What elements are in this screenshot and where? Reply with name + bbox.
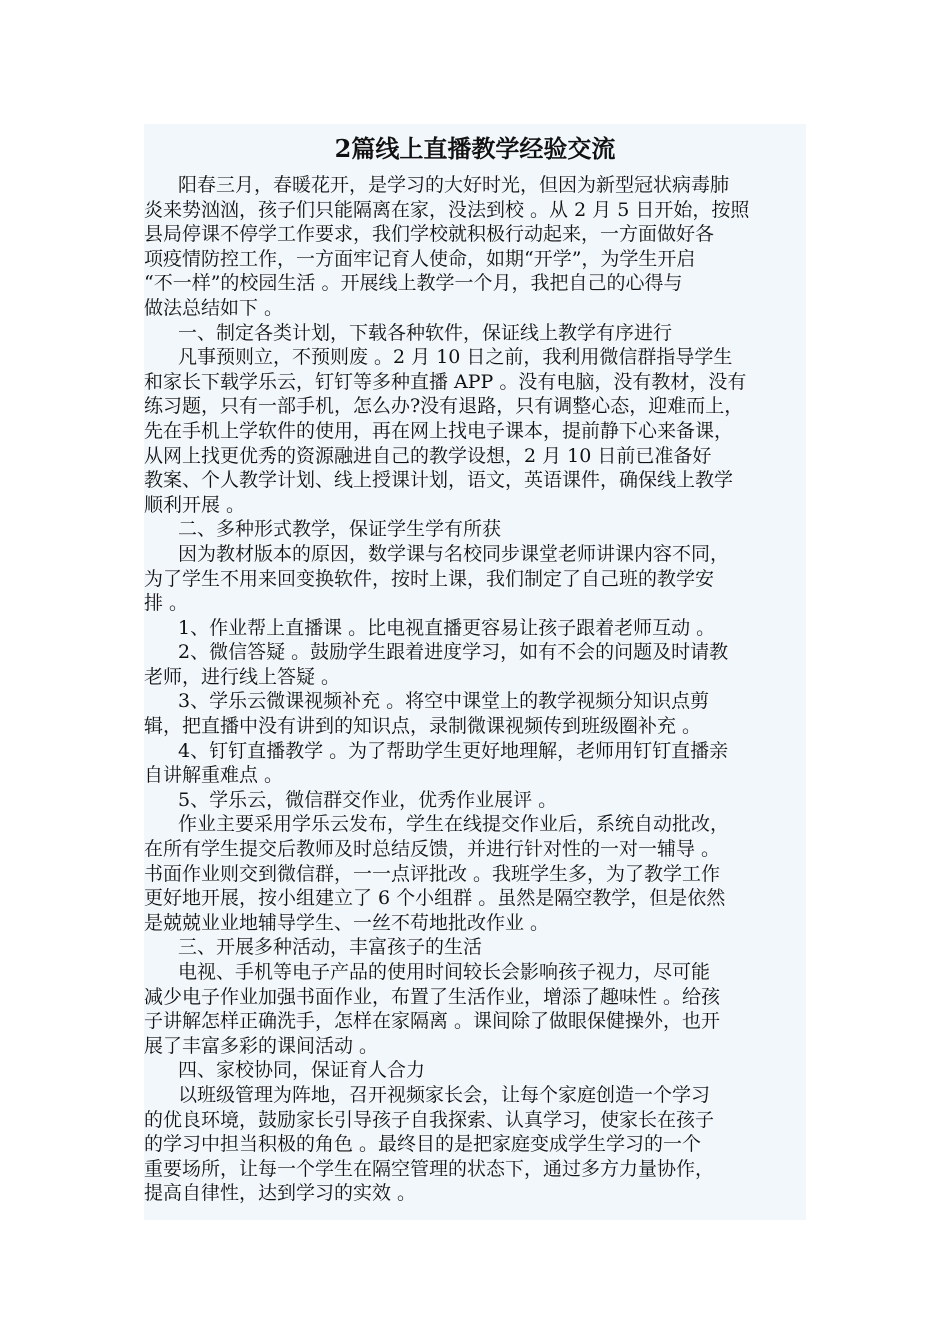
text-line: 练习题，只有一部手机，怎么办?没有退路，只有调整心态，迎难而上， bbox=[144, 395, 744, 418]
text-line: 1、作业帮上直播课 。比电视直播更容易让孩子跟着老师互动 。 bbox=[178, 616, 716, 639]
text-line: 2、微信答疑 。鼓励学生跟着进度学习，如有不会的问题及时请教 bbox=[178, 641, 729, 664]
text-line: 5、学乐云，微信群交作业，优秀作业展评 。 bbox=[178, 788, 558, 811]
text-line: 和家长下载学乐云，钉钉等多种直播 APP 。没有电脑，没有教材，没有 bbox=[144, 370, 747, 393]
text-line: 书面作业则交到微信群，一一点评批改 。我班学生多，为了教学工作 bbox=[144, 862, 721, 885]
text-line: 是兢兢业业地辅导学生、一丝不苟地批改作业 。 bbox=[144, 911, 550, 934]
text-line: 电视、手机等电子产品的使用时间较长会影响孩子视力，尽可能 bbox=[178, 961, 711, 983]
text-line: 因为教材版本的原因，数学课与名校同步课堂老师讲课内容不同， bbox=[178, 542, 730, 565]
text-line: 阳春三月，春暖花开，是学习的大好时光，但因为新型冠状病毒肺 bbox=[178, 174, 730, 196]
text-line: 为了学生不用来回变换软件，按时上课，我们制定了自己班的教学安 bbox=[144, 567, 715, 590]
text-line: 自讲解重难点 。 bbox=[144, 764, 284, 787]
text-line: 展了丰富多彩的课间活动 。 bbox=[144, 1034, 379, 1057]
document-body bbox=[144, 173, 806, 1206]
text-line: 教案、个人教学计划、线上授课计划，语文，英语课件，确保线上教学 bbox=[144, 469, 734, 492]
text-line: 减少电子作业加强书面作业，布置了生活作业，增添了趣味性 。给孩 bbox=[144, 985, 721, 1008]
text-line: 先在手机上学软件的使用，再在网上找电子课本，提前静下心来备课， bbox=[144, 419, 734, 442]
document-page bbox=[144, 124, 806, 1220]
text-line: 县局停课不停学工作要求，我们学校就积极行动起来，一方面做好各 bbox=[144, 223, 715, 246]
text-line: 在所有学生提交后教师及时总结反馈，并进行针对性的一对一辅导 。 bbox=[144, 838, 721, 861]
text-line: 二、多种形式教学，保证学生学有所获 bbox=[178, 518, 502, 541]
text-line: 以班级管理为阵地，召开视频家长会，让每个家庭创造一个学习 bbox=[178, 1083, 711, 1106]
text-line: 4、钉钉直播教学 。为了帮助学生更好地理解，老师用钉钉直播亲 bbox=[178, 739, 729, 762]
text-line: “不一样”的校园生活 。开展线上教学一个月，我把自己的心得与 bbox=[144, 272, 683, 295]
text-line: 四、家校协同，保证育人合力 bbox=[178, 1059, 426, 1082]
text-line: 3、学乐云微课视频补充 。将空中课堂上的教学视频分知识点剪 bbox=[178, 690, 710, 713]
text-line: 更好地开展，按小组建立了 6 个小组群 。虽然是隔空教学，但是依然 bbox=[144, 887, 726, 910]
text-line: 的学习中担当积极的角色 。最终目的是把家庭变成学生学习的一个 bbox=[144, 1133, 702, 1156]
text-line: 辑，把直播中没有讲到的知识点，录制微课视频传到班级圈补充 。 bbox=[144, 715, 702, 738]
text-line: 排 。 bbox=[144, 592, 189, 615]
text-line: 的优良环境，鼓励家长引导孩子自我探索、认真学习，使家长在孩子 bbox=[144, 1108, 715, 1131]
text-line: 炎来势汹汹，孩子们只能隔离在家，没法到校 。从 2 月 5 日开始，按照 bbox=[144, 198, 750, 221]
text-line: 项疫情防控工作，一方面牢记育人使命，如期“开学”，为学生开启 bbox=[144, 247, 696, 270]
text-line: 从网上找更优秀的资源融进自己的教学设想，2 月 10 日前已准备好 bbox=[144, 444, 712, 467]
document-title: 2篇线上直播教学经验交流 bbox=[334, 134, 616, 163]
text-line: 三、开展多种活动，丰富孩子的生活 bbox=[178, 936, 483, 959]
text-line: 做法总结如下 。 bbox=[144, 296, 284, 319]
text-line: 子讲解怎样正确洗手，怎样在家隔离 。课间除了做眼保健操外，也开 bbox=[144, 1010, 721, 1033]
text-line: 顺利开展 。 bbox=[144, 493, 246, 516]
text-line: 作业主要采用学乐云发布，学生在线提交作业后，系统自动批改， bbox=[178, 813, 730, 836]
text-line: 重要场所，让每一个学生在隔空管理的状态下，通过多方力量协作， bbox=[144, 1157, 715, 1180]
text-line: 凡事预则立，不预则废 。2 月 10 日之前，我利用微信群指导学生 bbox=[178, 346, 733, 369]
text-line: 提高自律性，达到学习的实效 。 bbox=[144, 1182, 417, 1205]
text-line: 一、制定各类计划，下载各种软件，保证线上教学有序进行 bbox=[178, 321, 673, 344]
text-line: 老师，进行线上答疑 。 bbox=[144, 665, 341, 688]
